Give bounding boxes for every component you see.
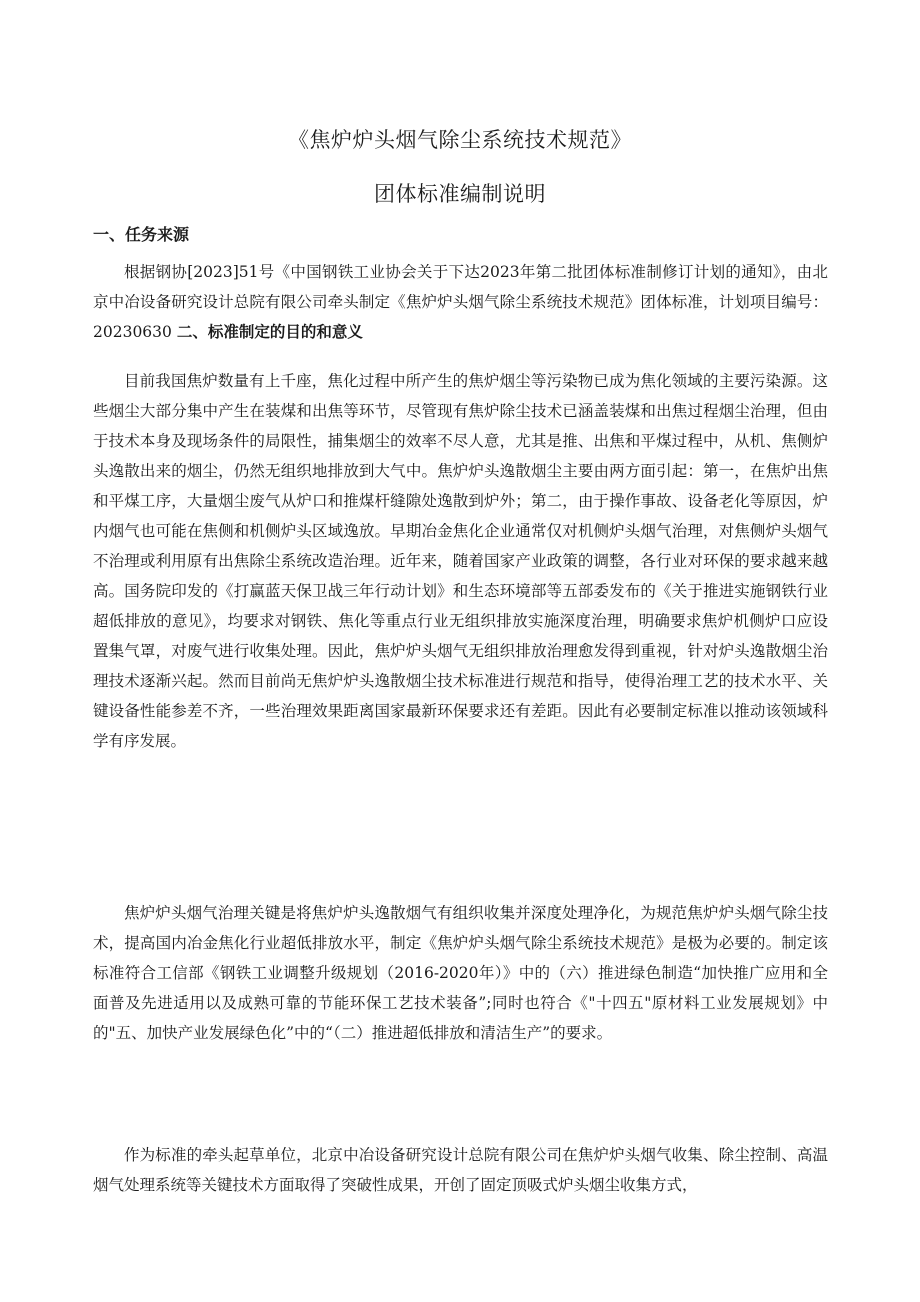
section-heading-task-source: 一、任务来源	[93, 225, 190, 244]
section-heading-purpose: 二、标准制定的目的和意义	[176, 323, 363, 341]
paragraph-task-source	[93, 257, 828, 367]
paragraph-purpose-3: 作为标准的牵头起草单位，北京中冶设备研究设计总院有限公司在焦炉炉头烟气收集、除尘控制、高温烟气处理系统等关键技术方面取得了突破性成果，开创了固定顶吸式炉头烟尘收集方式，	[93, 1146, 828, 1194]
paragraph-purpose-1: 目前我国焦炉数量有上千座，焦化过程中所产生的焦炉烟尘等污染物已成为焦化领域的主要污染源。这些烟尘大部分集中产生在装煤和出焦等环节，尽管现有焦炉除尘技术已涵盖装煤和出焦过程烟尘治理，但由于技术本身及现场条件的局限性，捕集烟尘的效率不尽人意，尤其是推、出焦和平煤过程中，从机、焦侧炉头逸散出来的烟尘，仍然无组织地排放到大气中。焦炉炉头逸散烟尘主要由两方面引起：第一，在焦炉出焦和平煤工序，大量烟尘废气从炉口和推煤杆缝隙处逸散到炉外；第二，由于操作事故、设备老化等原因，炉内烟气也可能在焦侧和机侧炉头区域逸放。早期冶金焦化企业通常仅对机侧炉头烟气治理，对焦侧炉头烟气不治理或利用原有出焦除尘系统改造治理。近年来，随着国家产业政策的调整，各行业对环保的要求越来越高。国务院印发的《打赢蓝天保卫战三年行动计划》和生态环境部等五部委发布的《关于推进实施钢铁行业超低排放的意见》，均要求对钢铁、焦化等重点行业无组织排放实施深度治理，明确要求焦炉机侧炉口应设置集气罩，对废气进行收集处理。因此，焦炉炉头烟气无组织排放治理愈发得到重视，针对炉头逸散烟尘治理技术逐渐兴起。然而目前尚无焦炉炉头逸散烟尘技术标准进行规范和指导，使得治理工艺的技术水平、关键设备性能参差不齐，一些治理效果距离国家最新环保要求还有差距。因此有必要制定标准以推动该领域科学有序发展。	[93, 372, 828, 750]
paragraph-task-source-text: 根据钢协[2023]51号《中国钢铁工业协会关于下达2023年第二批团体标准制修订计划的通知》，由北京中冶设备研究设计总院有限公司牵头制定《焦炉炉头烟气除尘系统技术规范》团体标准，计划项目编号：20230630	[93, 263, 828, 341]
document-subtitle: 团体标准编制说明	[374, 182, 546, 206]
document-title: 《焦炉炉头烟气除尘系统技术规范》	[288, 128, 632, 152]
paragraph-purpose-2: 焦炉炉头烟气治理关键是将焦炉炉头逸散烟气有组织收集并深度处理净化，为规范焦炉炉头烟气除尘技术，提高国内冶金焦化行业超低排放水平，制定《焦炉炉头烟气除尘系统技术规范》是极为必要的。制定该标准符合工信部《钢铁工业调整升级规划（2016-2020年）》中的（六）推进绿色制造“加快推广应用和全面普及先进适用以及成熟可靠的节能环保工艺技术装备”;同时也符合《"十四五"原材料工业发展规划》中的"五、加快产业发展绿色化”中的“（二）推进超低排放和清洁生产”的要求。	[93, 904, 828, 1042]
